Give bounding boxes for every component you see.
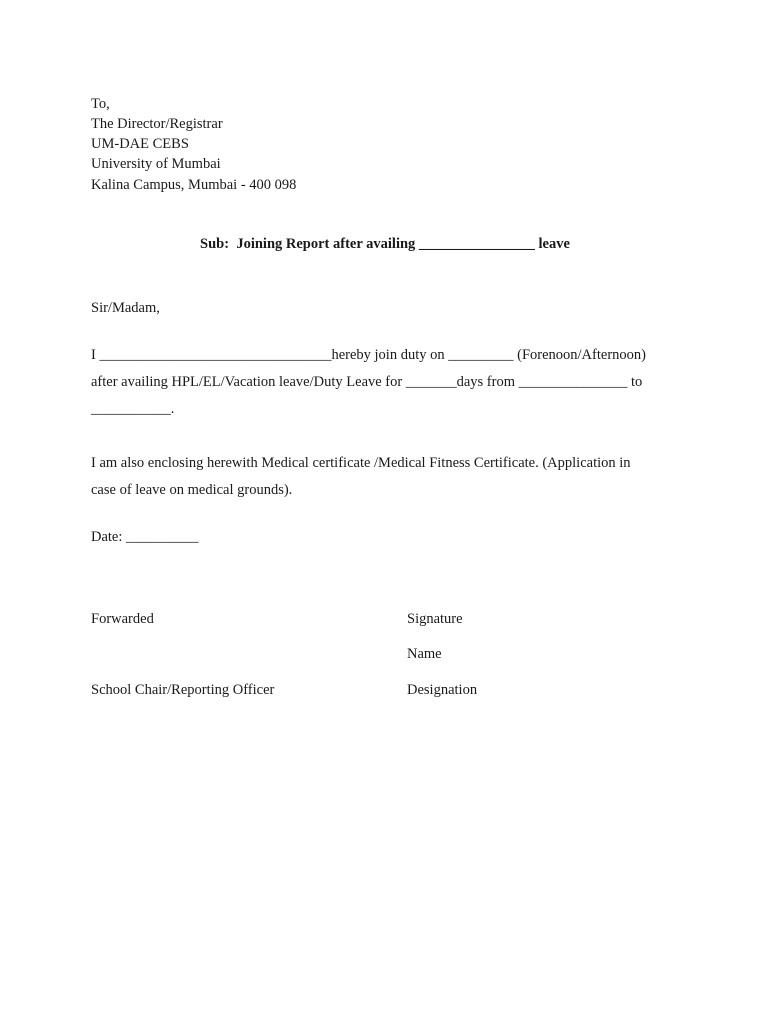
salutation: Sir/Madam, xyxy=(91,300,160,316)
address-to: To, xyxy=(91,96,110,112)
address-line-3: University of Mumbai xyxy=(91,156,221,172)
body-paragraph-2-line-1: I am also enclosing herewith Medical certificate /Medical Fitness Certificate. (Application in xyxy=(91,455,631,471)
address-line-4: Kalina Campus, Mumbai - 400 098 xyxy=(91,177,297,193)
body-paragraph-1-line-3: ___________. xyxy=(91,401,175,417)
name-label: Name xyxy=(407,646,442,662)
address-line-1: The Director/Registrar xyxy=(91,116,223,132)
body-paragraph-2-line-2: case of leave on medical grounds). xyxy=(91,482,293,498)
designation-label: Designation xyxy=(407,682,478,698)
reporting-officer-label: School Chair/Reporting Officer xyxy=(91,682,275,698)
date-line: Date: __________ xyxy=(91,529,199,545)
body-paragraph-1-line-1: I ________________________________hereby join duty on _________ (Forenoon/Afternoon) xyxy=(91,347,646,363)
body-paragraph-1-line-2: after availing HPL/EL/Vacation leave/Duty Leave for _______days from _______________ to xyxy=(91,374,643,390)
forwarded-label: Forwarded xyxy=(91,611,154,627)
signature-label: Signature xyxy=(407,611,463,627)
subject-line: Sub: Joining Report after availing ________________ leave xyxy=(200,236,570,252)
address-line-2: UM-DAE CEBS xyxy=(91,136,189,152)
